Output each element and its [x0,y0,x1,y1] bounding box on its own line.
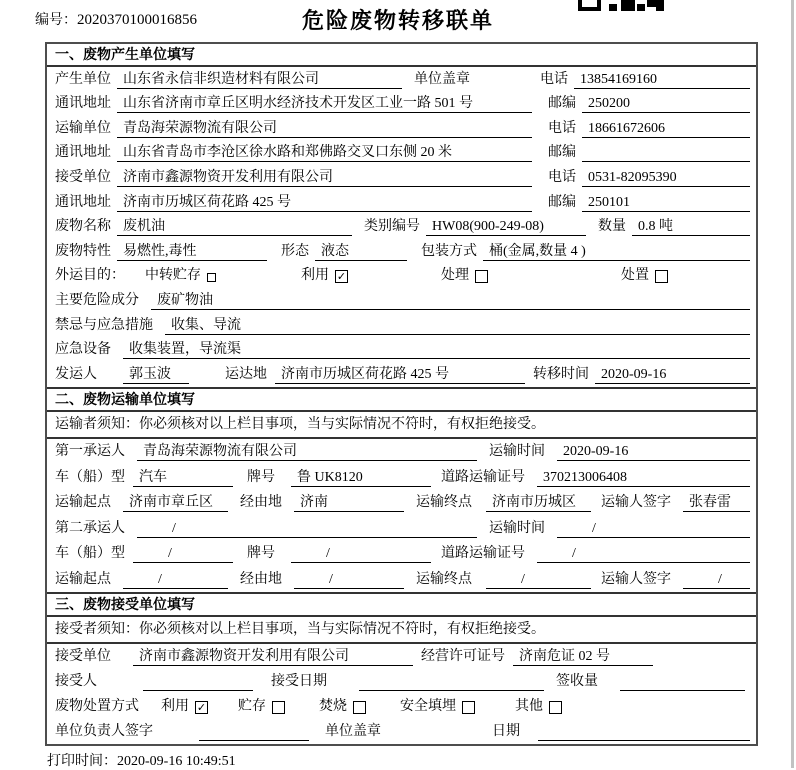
transport-time-2-label: 运输时间 [489,520,545,536]
producer-value: 山东省永信非织造材料有限公司 [117,70,402,89]
transport-time-label: 运输时间 [489,444,545,460]
transport-zip-value [582,143,750,162]
acceptor-value [143,672,253,691]
row-vehicle-2 [47,541,756,567]
vehicle-type-2-label: 车（船）型 [55,546,125,562]
row-transport-address [47,141,756,166]
row-first-carrier [47,439,756,465]
producer-zip-value: 250200 [582,94,750,113]
transfer-purpose-label: 外运目的： [55,268,125,284]
receive-address-value: 济南市历城区荷花路 425 号 [117,193,532,212]
plate-number-2-label: 牌号 [247,546,275,562]
producer-address-label: 通讯地址 [55,96,111,112]
checkbox-icon [549,701,562,714]
road-permit-label: 道路运输证号 [441,469,525,485]
document-number-label: 编号： [35,13,77,28]
section-producer-title: 一、废物产生单位填写 [47,44,756,67]
row-transport-unit [47,116,756,141]
receive-zip-label: 邮编 [548,194,576,210]
section-receiver [47,592,756,745]
checkbox-label: 贮存 [238,699,266,715]
waste-name-label: 废物名称 [55,219,111,235]
purpose-option-utilize [301,266,348,285]
route-end-2-label: 运输终点 [416,571,472,587]
section-receiver-title: 三、废物接受单位填写 [47,592,756,617]
document-number-value: 2020370100016856 [77,12,197,28]
sign-date-label: 日期 [492,724,520,740]
sign-date-value [538,722,750,741]
disposal-option-other [515,697,562,716]
disposal-method-label: 废物处置方式 [55,699,139,715]
unit-seal-label: 单位盖章 [414,71,470,87]
road-permit-2-value: / [537,544,750,563]
emergency-equipment-value: 收集装置，导流渠 [123,340,750,359]
transfer-form-table [45,42,758,746]
producer-phone-value: 13854169160 [574,70,750,89]
waste-name-value: 废机油 [117,217,352,236]
received-quantity-label: 签收量 [556,674,598,690]
row-responsible-sign [47,719,756,744]
packing-label: 包装方式 [421,243,477,259]
acceptor-label: 接受人 [55,674,97,690]
transport-unit-value: 青岛海荣源物流有限公司 [117,119,532,138]
disposal-option-utilize [161,697,208,716]
receiver-notice: 接受者须知：你必须核对以上栏目事项，当与实际情况不符时，有权拒绝接受。 [47,617,756,644]
waste-character-value: 易燃性,毒性 [117,242,267,261]
carrier-sign-label: 运输人签字 [601,495,671,511]
section-transporter [47,387,756,592]
destination-value: 济南市历城区荷花路 425 号 [275,365,525,384]
row-route-2 [47,566,756,592]
row-producer-address [47,92,756,117]
checkbox-icon [462,701,475,714]
received-quantity-value [620,672,745,691]
form-state-label: 形态 [281,243,309,259]
route-end-2-value: / [486,570,591,589]
vehicle-type-value: 汽车 [133,468,233,487]
transport-zip-label: 邮编 [548,145,576,161]
checkbox-icon [475,270,488,283]
second-carrier-label: 第二承运人 [55,520,125,536]
producer-address-value: 山东省济南市章丘区明水经济技术开发区工业一路 501 号 [117,94,532,113]
print-timestamp-label: 打印时间： [47,754,117,769]
vehicle-type-2-value: / [133,544,233,563]
accept-date-value [359,672,544,691]
row-second-carrier [47,515,756,541]
route-start-value: 济南市章丘区 [123,493,228,512]
taboo-measures-label: 禁忌与应急措施 [55,317,153,333]
disposal-option-incinerate [319,697,366,716]
row-emergency-equipment [47,338,756,363]
receive-phone-label: 电话 [548,169,576,185]
transport-phone-value: 18661672606 [582,119,750,138]
license-number-label: 经营许可证号 [421,648,505,664]
dispatcher-value: 郭玉波 [123,365,189,384]
purpose-option-treat [441,266,488,285]
disposal-option-landfill [400,697,475,716]
license-number-value: 济南危证 02 号 [513,647,653,666]
transport-phone-label: 电话 [548,120,576,136]
row-disposal-method [47,694,756,719]
receive-address-label: 通讯地址 [55,194,111,210]
first-carrier-value: 青岛海荣源物流有限公司 [137,442,477,461]
checkbox-icon [655,270,668,283]
checkbox-icon: ✓ [336,271,347,284]
row-producer [47,67,756,92]
row-hazard-component [47,288,756,313]
route-start-2-label: 运输起点 [55,571,111,587]
row-route-1 [47,490,756,516]
plate-number-2-value: / [291,544,431,563]
route-via-2-label: 经由地 [240,571,282,587]
checkbox-icon [272,701,285,714]
transport-time-value: 2020-09-16 [557,442,750,461]
road-permit-2-label: 道路运输证号 [441,546,525,562]
checkbox-icon [353,701,366,714]
form-state-value: 液态 [315,242,407,261]
plate-number-value: 鲁 UK8120 [291,468,431,487]
checkbox-label: 处置 [621,268,649,284]
transport-unit-label: 运输单位 [55,120,111,136]
producer-zip-label: 邮编 [548,96,576,112]
route-start-label: 运输起点 [55,495,111,511]
print-timestamp-value: 2020-09-16 10:49:51 [117,754,236,769]
hazard-component-value: 废矿物油 [151,291,750,310]
transport-address-value: 山东省青岛市李沧区徐水路和郑佛路交叉口东侧 20 米 [117,143,532,162]
print-timestamp [47,750,236,770]
waste-character-label: 废物特性 [55,243,111,259]
checkbox-icon [207,273,216,282]
category-code-value: HW08(900-249-08) [426,217,586,236]
receive-unit-value: 济南市鑫源物资开发利用有限公司 [117,168,532,187]
row-waste-name [47,215,756,240]
checkbox-label: 其他 [515,699,543,715]
unit-seal-label-2: 单位盖章 [325,724,381,740]
checkbox-icon: ✓ [196,702,207,715]
route-via-label: 经由地 [240,495,282,511]
transport-time-2-value: / [557,519,750,538]
receive-zip-value: 250101 [582,193,750,212]
quantity-value: 0.8 吨 [632,217,750,236]
receive-phone-value: 0531-82095390 [582,168,750,187]
disposal-option-store [238,697,285,716]
taboo-measures-value: 收集、导流 [165,316,750,335]
producer-phone-label: 电话 [540,71,568,87]
checkbox-label: 利用 [301,268,329,284]
carrier-sign-2-value: / [683,570,750,589]
receive-unit-label: 接受单位 [55,169,111,185]
transfer-time-value: 2020-09-16 [595,365,750,384]
destination-label: 运达地 [225,366,267,382]
packing-value: 桶(金属,数量 4 ) [483,242,750,261]
checkbox-label: 安全填埋 [400,699,456,715]
purpose-option-dispose [621,266,668,285]
dispatcher-label: 发运人 [55,366,97,382]
row-acceptor [47,669,756,694]
route-via-2-value: / [294,570,404,589]
route-end-value: 济南市历城区 [486,493,591,512]
transport-address-label: 通讯地址 [55,145,111,161]
row-receive-unit [47,165,756,190]
category-code-label: 类别编号 [364,219,420,235]
responsible-sign-label: 单位负责人签字 [55,724,153,740]
hazard-component-label: 主要危险成分 [55,292,139,308]
row-vehicle-1 [47,464,756,490]
receiving-unit-label: 接受单位 [55,648,111,664]
receiving-unit-value: 济南市鑫源物资开发利用有限公司 [133,647,413,666]
carrier-sign-2-label: 运输人签字 [601,571,671,587]
section-producer [47,44,756,387]
row-transfer-purpose [47,264,756,289]
route-start-2-value: / [123,570,228,589]
row-receive-address [47,190,756,215]
section-transporter-title: 二、废物运输单位填写 [47,387,756,412]
row-dispatcher [47,362,756,387]
checkbox-label: 处理 [441,268,469,284]
page-title: 危险废物转移联单 [301,8,494,33]
checkbox-label: 利用 [161,699,189,715]
route-via-value: 济南 [294,493,404,512]
checkbox-label: 中转贮存 [145,268,201,284]
route-end-label: 运输终点 [416,495,472,511]
transporter-notice: 运输者须知：你必须核对以上栏目事项，当与实际情况不符时，有权拒绝接受。 [47,412,756,439]
vehicle-type-label: 车（船）型 [55,469,125,485]
second-carrier-value: / [137,519,477,538]
carrier-sign-value: 张春雷 [683,493,750,512]
row-receiving-unit [47,644,756,669]
page-edge-bar [791,0,794,768]
responsible-sign-value [199,722,309,741]
purpose-option-storage [145,266,216,285]
producer-label: 产生单位 [55,71,111,87]
row-taboo-measures [47,313,756,338]
road-permit-value: 370213006408 [537,468,750,487]
emergency-equipment-label: 应急设备 [55,342,111,358]
row-waste-character [47,239,756,264]
accept-date-label: 接受日期 [271,674,327,690]
transfer-time-label: 转移时间 [533,366,589,382]
checkbox-label: 焚烧 [319,699,347,715]
quantity-label: 数量 [598,219,626,235]
plate-number-label: 牌号 [247,469,275,485]
first-carrier-label: 第一承运人 [55,444,125,460]
